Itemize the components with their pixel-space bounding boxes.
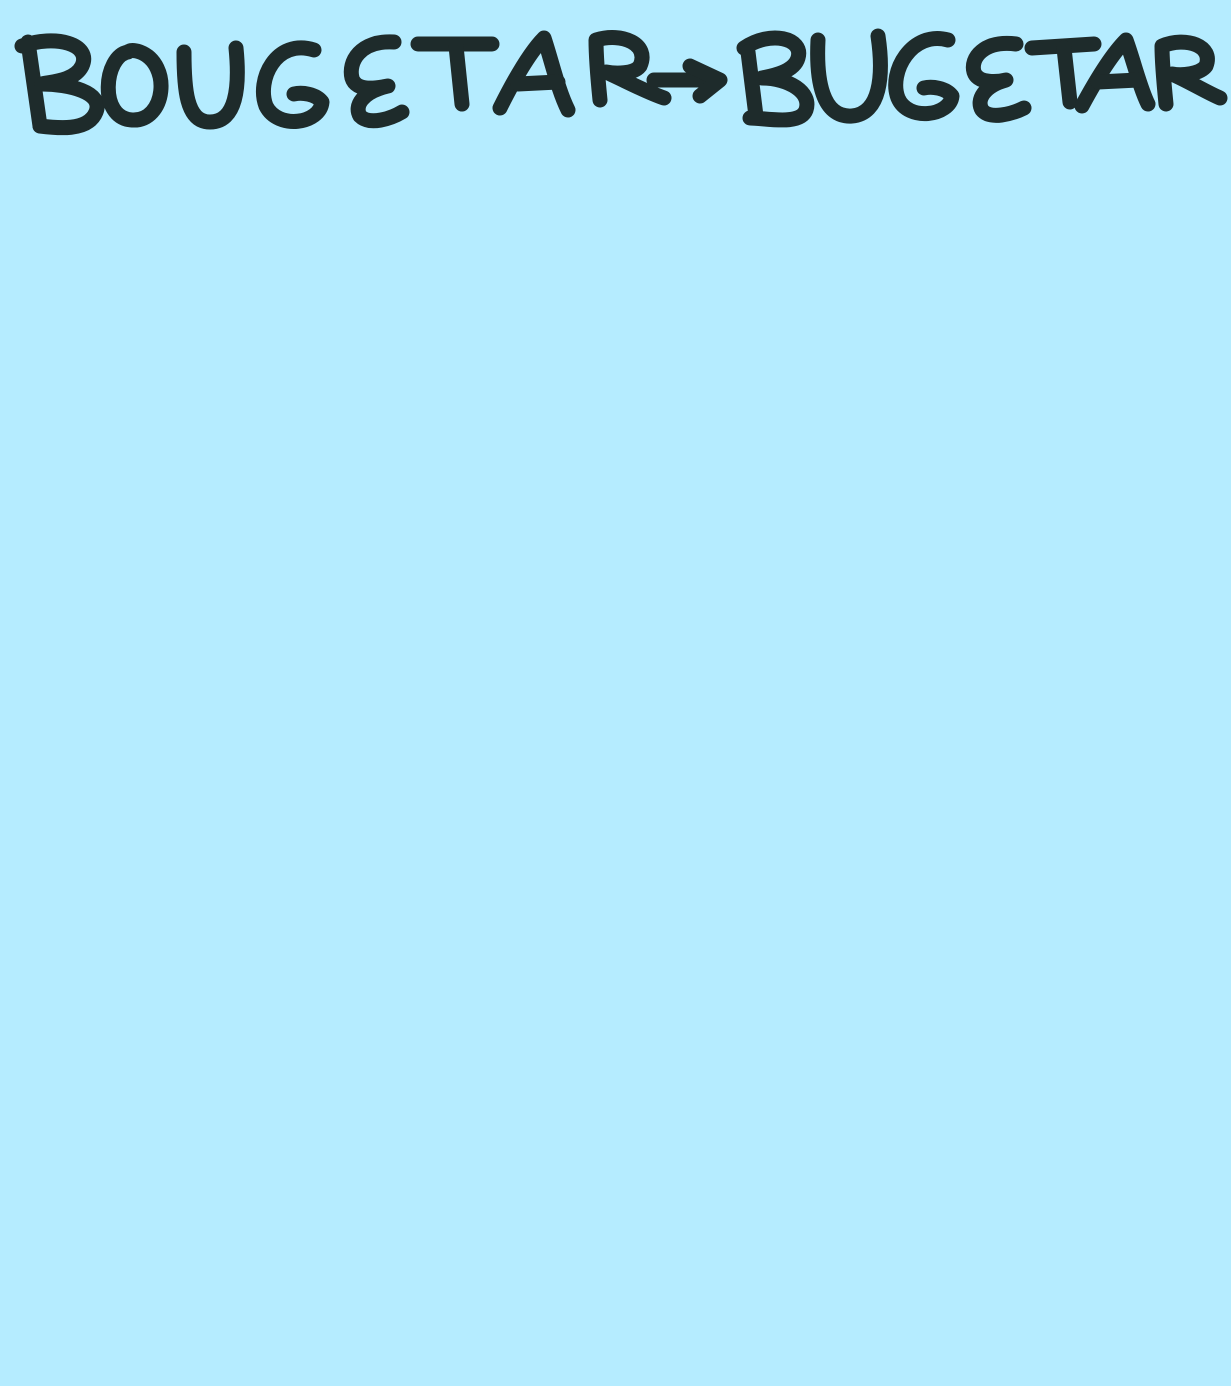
letter-R1 (596, 38, 664, 100)
letter-T1 (456, 46, 462, 104)
letter-A1 (518, 82, 558, 84)
letter-U1 (184, 48, 237, 122)
letter-A1 (500, 38, 568, 110)
letter-G2 (896, 38, 952, 113)
letter-A2 (1098, 80, 1138, 82)
letter-E2 (973, 43, 1024, 115)
letter-R2 (1162, 42, 1220, 104)
letter-O1 (108, 51, 161, 121)
letter-B2 (748, 52, 756, 116)
letter-U2 (818, 36, 881, 116)
letter-T2 (1064, 48, 1070, 102)
handwritten-heading (0, 0, 1231, 150)
letter-G1 (263, 48, 322, 122)
letter-E1 (351, 42, 402, 121)
